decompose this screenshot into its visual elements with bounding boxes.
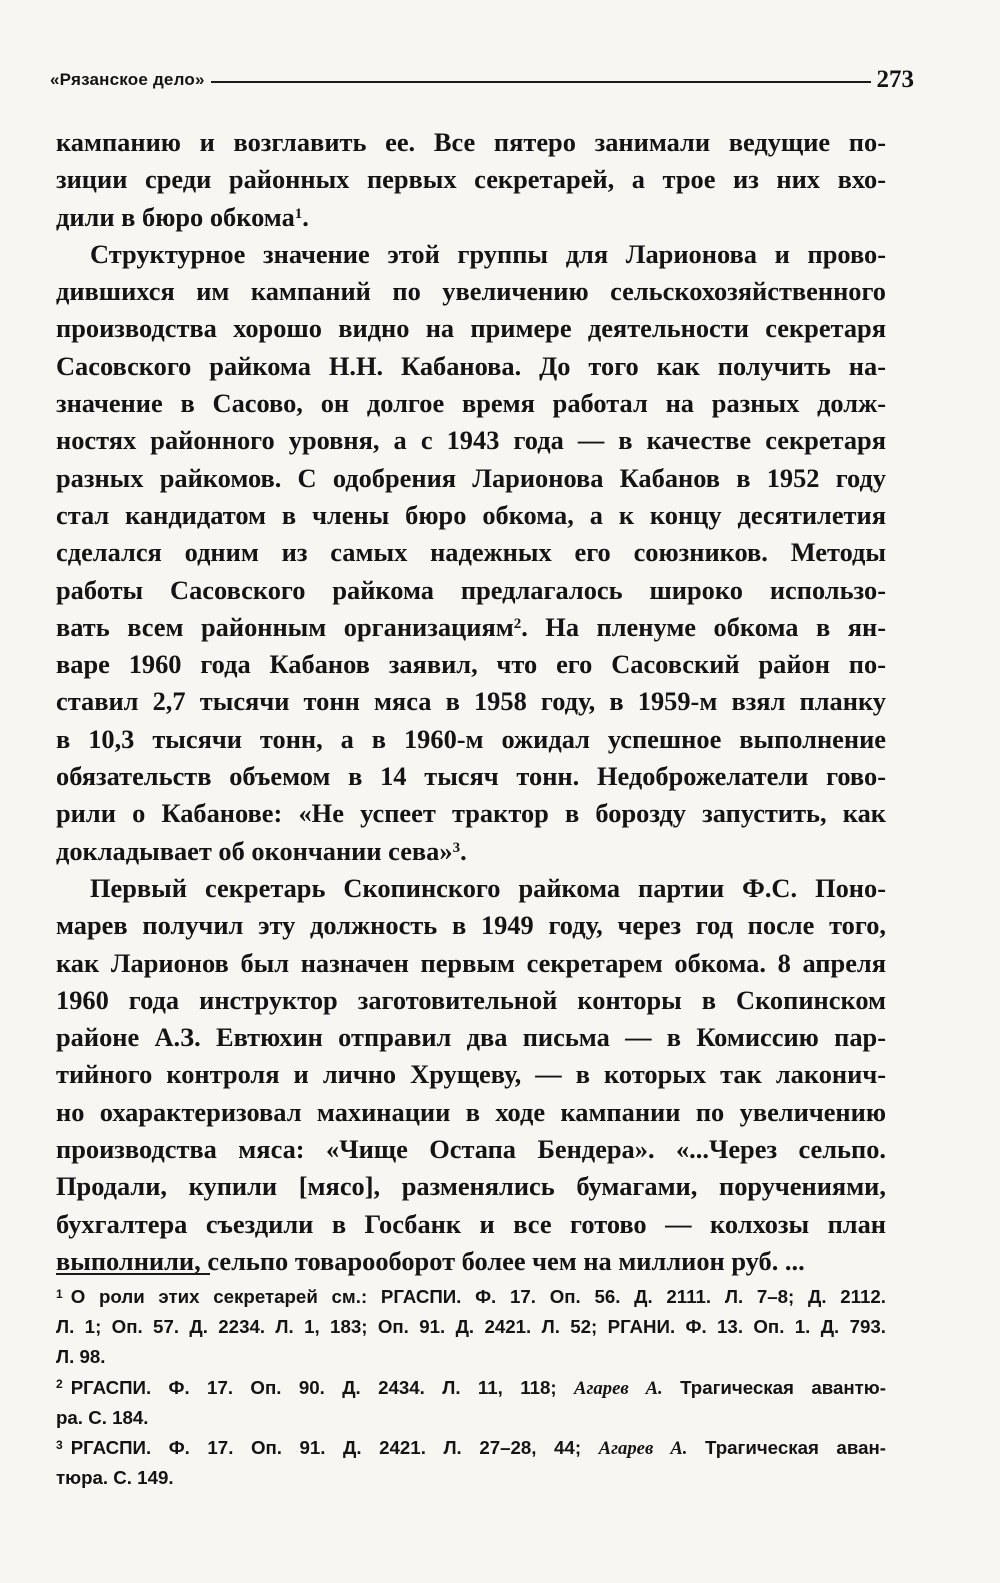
text-line-content: вать всем районным организациям — [56, 611, 514, 642]
text-line: Сасовского райкома Н.Н. Кабанова. До того как получить на- — [56, 350, 886, 381]
footnote-3-line: тюра. С. 149. — [56, 1467, 174, 1489]
text-line: обязательств объемом в 14 тысяч тонн. Недоброжелатели гово- — [56, 761, 886, 792]
text-line: сделался одним из самых надежных его союзников. Методы — [56, 537, 886, 568]
paragraph-start-line: Структурное значение этой группы для Ларионова и прово- — [90, 238, 886, 269]
footnote-author: Агарев А. — [598, 1437, 688, 1459]
text-line: разных райкомов. С одобрения Ларионова Кабанов в 1952 году — [56, 462, 886, 493]
footnote-rule — [56, 1273, 210, 1275]
footnote-author: Агарев А. — [574, 1377, 663, 1399]
footnote-1-line: Л. 1; Оп. 57. Д. 2234. Л. 1, 183; Оп. 91. Д. 2421. Л. 52; РГАНИ. Ф. 13. Оп. 1. Д. 793. — [56, 1316, 886, 1338]
text-line: 1960 года инструктор заготовительной конторы в Скопинском — [56, 984, 886, 1015]
footnote-3 — [56, 1433, 886, 1463]
text-line: значение в Сасово, он долгое время работал на разных долж- — [56, 388, 886, 419]
text-line: производства хорошо видно на примере деятельности секретаря — [56, 313, 886, 344]
text-line: рили о Кабанове: «Не успеет трактор в борозду запустить, как — [56, 798, 886, 829]
running-title: «Рязанское дело» — [50, 70, 205, 89]
text-line: дили в бюро обкома$^1$. — [56, 201, 309, 232]
footnote-number: 1 — [56, 1286, 63, 1301]
text-line: докладывает об окончании сева»$^3$. — [56, 835, 467, 866]
text-line: стал кандидатом в члены бюро обкома, а к концу десятилетия — [56, 499, 886, 530]
text-line: в 10,3 тысячи тонн, а в 1960-м ожидал успешное выполнение — [56, 723, 886, 754]
footnote-number: 2 — [56, 1377, 63, 1392]
footnote-2 — [56, 1373, 886, 1403]
text-line: варе 1960 года Кабанов заявил, что его Сасовский район по- — [56, 649, 886, 680]
footnote-text: Трагическая авантю- — [680, 1376, 886, 1398]
text-line-content: дили в бюро обкома — [56, 201, 295, 232]
page-number: 273 — [876, 66, 914, 93]
footnote-2-line: ра. С. 184. — [56, 1406, 149, 1428]
text-line-content: докладывает об окончании сева» — [56, 835, 453, 866]
footnote-1 — [56, 1282, 886, 1312]
text-line: районе А.З. Евтюхин отправил два письма — в Комиссию пар- — [56, 1022, 886, 1053]
footnote-ref-2[interactable]: 2 — [513, 615, 522, 632]
text-line: выполнили, сельпо товарооборот более чем на миллион руб. ... — [56, 1245, 805, 1276]
footnote-text: О роли этих секретарей см.: РГАСПИ. Ф. 17. Оп. 56. Д. 2111. Л. 7–8; Д. 2112. — [70, 1286, 886, 1307]
header-rule — [211, 81, 871, 83]
text-line: как Ларионов был назначен первым секретарем обкома. 8 апреля — [56, 947, 886, 978]
footnote-text: РГАСПИ. Ф. 17. Оп. 90. Д. 2434. Л. 11, 118; — [70, 1376, 557, 1398]
body-text — [56, 124, 886, 1280]
running-head — [50, 60, 914, 92]
text-line: ностях районного уровня, а с 1943 года — в качестве секретаря — [56, 425, 886, 456]
text-line: Продали, купили [мясо], разменялись бумагами, поручениями, — [56, 1171, 886, 1202]
text-line: кампанию и возглавить ее. Все пятеро занимали ведущие по- — [56, 127, 886, 157]
text-line-tail: . На пленуме обкома в ян- — [521, 611, 886, 642]
footnotes — [56, 1282, 886, 1493]
footnote-text: Трагическая аван- — [705, 1436, 886, 1458]
text-line: зиции среди районных первых секретарей, а трое из них вхо- — [56, 164, 886, 195]
text-line: ставил 2,7 тысячи тонн мяса в 1958 году, в 1959-м взял планку — [56, 686, 886, 717]
text-line: работы Сасовского райкома предлагалось широко использо- — [56, 574, 886, 605]
footnote-text: РГАСПИ. Ф. 17. Оп. 91. Д. 2421. Л. 27–28, 44; — [70, 1436, 582, 1458]
text-line: но охарактеризовал махинации в ходе кампании по увеличению — [56, 1096, 886, 1127]
footnote-ref-1[interactable]: 1 — [294, 205, 303, 222]
footnote-number: 3 — [56, 1437, 63, 1452]
text-line: бухгалтера съездили в Госбанк и все готово — колхозы план — [56, 1208, 886, 1239]
text-line — [56, 609, 886, 646]
text-line: тийного контроля и лично Хрущеву, — в которых так лаконич- — [56, 1059, 886, 1090]
text-line: производства мяса: «Чище Остапа Бендера». «...Через сельпо. — [56, 1134, 886, 1165]
footnote-ref-3[interactable]: 3 — [452, 839, 461, 856]
text-line: дившихся им кампаний по увеличению сельскохозяйственного — [56, 276, 886, 307]
text-line: марев получил эту должность в 1949 году, через год после того, — [56, 910, 886, 941]
footnote-1-line: Л. 98. — [56, 1346, 106, 1368]
paragraph-start-line: Первый секретарь Скопинского райкома партии Ф.С. Поно- — [90, 872, 886, 903]
